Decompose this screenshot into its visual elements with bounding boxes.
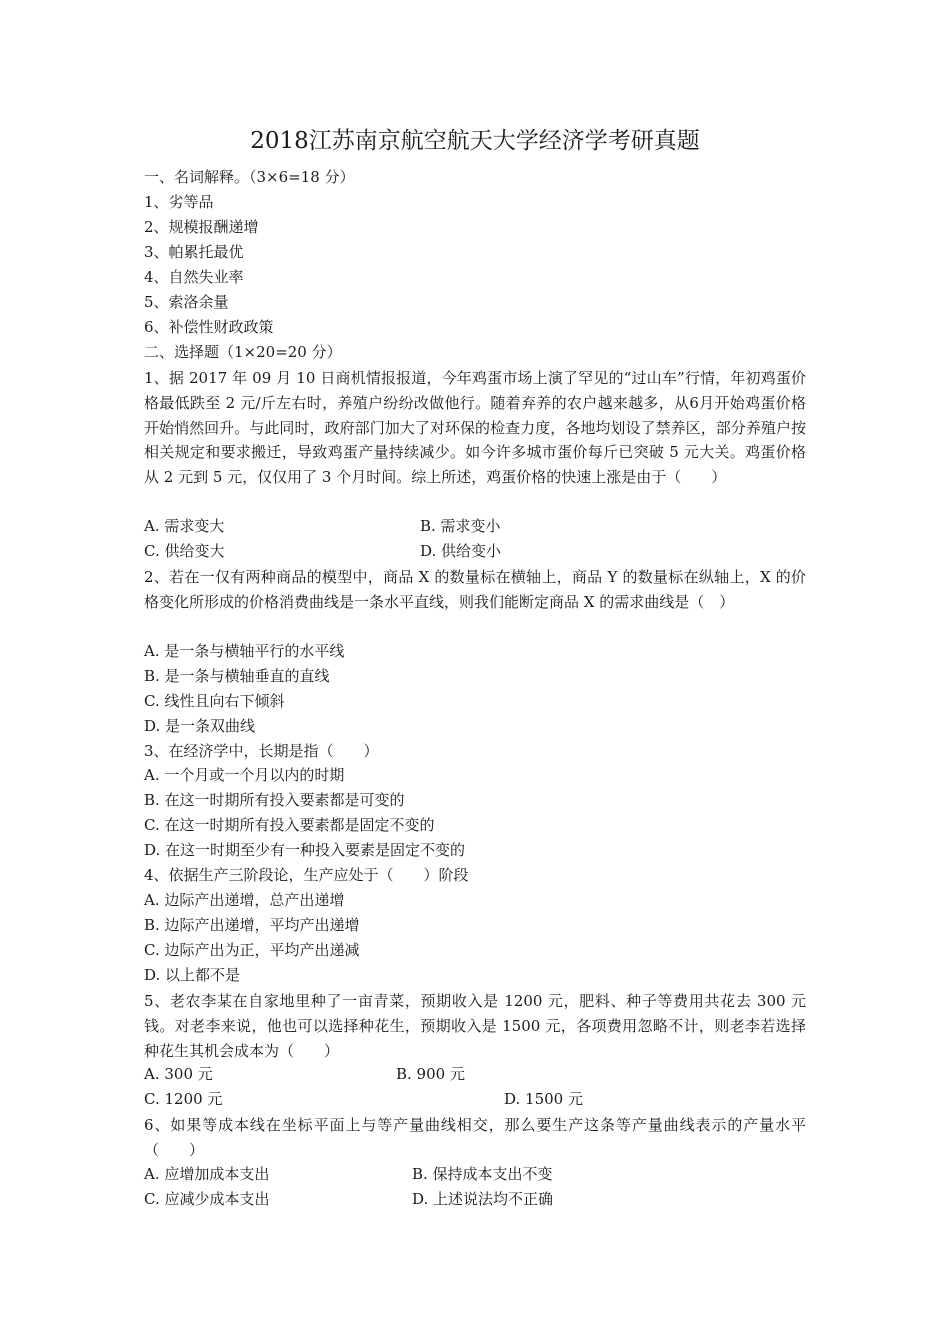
question-1-option-a: A. 需求变大 [144,517,225,535]
question-2-option-a: A. 是一条与横轴平行的水平线 [144,642,345,660]
question-6-option-c: C. 应减少成本支出 [144,1190,270,1208]
section-heading-definitions: 一、名词解释。（3×6=18 分） [144,168,355,186]
question-5-text: 5、老农李某在自家地里种了一亩青菜，预期收入是 1200 元，肥料、种子等费用共花去 300 元钱。对老李来说，他也可以选择种花生，预期收入是 1500 元，各项费用忽略不计，则老李若选择种花生其机会成本为（ ） [144,992,806,1060]
question-3-text: 3、在经济学中，长期是指（ ） [144,742,379,760]
definition-item: 6、补偿性财政政策 [144,318,274,336]
page-title: 2018江苏南京航空航天大学经济学考研真题 [250,128,700,154]
question-2-option-b: B. 是一条与横轴垂直的直线 [144,667,330,685]
question-4-text: 4、依据生产三阶段论，生产应处于（ ）阶段 [144,866,469,884]
question-3-option-b: B. 在这一时期所有投入要素都是可变的 [144,791,405,809]
question-6-option-d: D. 上述说法均不正确 [412,1190,554,1208]
definition-item: 2、规模报酬递增 [144,218,259,236]
question-5-option-a: A. 300 元 [144,1065,213,1083]
question-5-option-b: B. 900 元 [396,1065,465,1083]
question-3-option-a: A. 一个月或一个月以内的时期 [144,766,345,784]
question-1-option-b: B. 需求变小 [420,517,501,535]
definition-item: 3、帕累托最优 [144,243,244,261]
question-3-option-d: D. 在这一时期至少有一种投入要素是固定不变的 [144,841,466,859]
definition-item: 4、自然失业率 [144,268,244,286]
definition-item: 5、索洛余量 [144,293,229,311]
section-heading-choice: 二、选择题（1×20=20 分） [144,343,342,361]
question-2-option-d: D. 是一条双曲线 [144,717,256,735]
question-2-option-c: C. 线性且向右下倾斜 [144,692,285,710]
question-6-option-b: B. 保持成本支出不变 [412,1165,553,1183]
question-6-option-a: A. 应增加成本支出 [144,1165,270,1183]
question-4-option-c: C. 边际产出为正，平均产出递减 [144,941,360,959]
question-4-option-d: D. 以上都不是 [144,966,241,984]
question-3-option-c: C. 在这一时期所有投入要素都是固定不变的 [144,816,435,834]
question-5-option-c: C. 1200 元 [144,1090,223,1108]
question-4-option-b: B. 边际产出递增，平均产出递增 [144,916,360,934]
question-2-text: 2、若在一仅有两种商品的模型中，商品 X 的数量标在横轴上，商品 Y 的数量标在纵轴上，X 的价格变化所形成的价格消费曲线是一条水平直线，则我们能断定商品 X 的需求曲线是（ ） [144,568,806,611]
question-1-text: 1、据 2017 年 09 月 10 日商机情报报道，今年鸡蛋市场上演了罕见的“过山车”行情，年初鸡蛋价格最低跌至 2 元/斤左右时，养殖户纷纷改做他行。随着弃养的农户越来越多，从6月开始鸡蛋价格开始悄然回升。与此同时，政府部门加大了对环保的检查力度，各地均划设了禁养区，部分养殖户按相关规定和要求搬迁，导致鸡蛋产量持续减少。如今许多城市蛋价每斤已突破 5 元大关。鸡蛋价格从 2 元到 5 元，仅仅用了 3 个月时间。综上所述，鸡蛋价格的快速上涨是由于（ ） [144,369,806,487]
question-1-option-d: D. 供给变小 [420,542,502,560]
question-6-text: 6、如果等成本线在坐标平面上与等产量曲线相交，那么要生产这条等产量曲线表示的产量水平（ ） [144,1116,806,1159]
question-4-option-a: A. 边际产出递增，总产出递增 [144,891,345,909]
question-1-option-c: C. 供给变大 [144,542,225,560]
question-5-option-d: D. 1500 元 [504,1090,583,1108]
definition-item: 1、劣等品 [144,193,214,211]
